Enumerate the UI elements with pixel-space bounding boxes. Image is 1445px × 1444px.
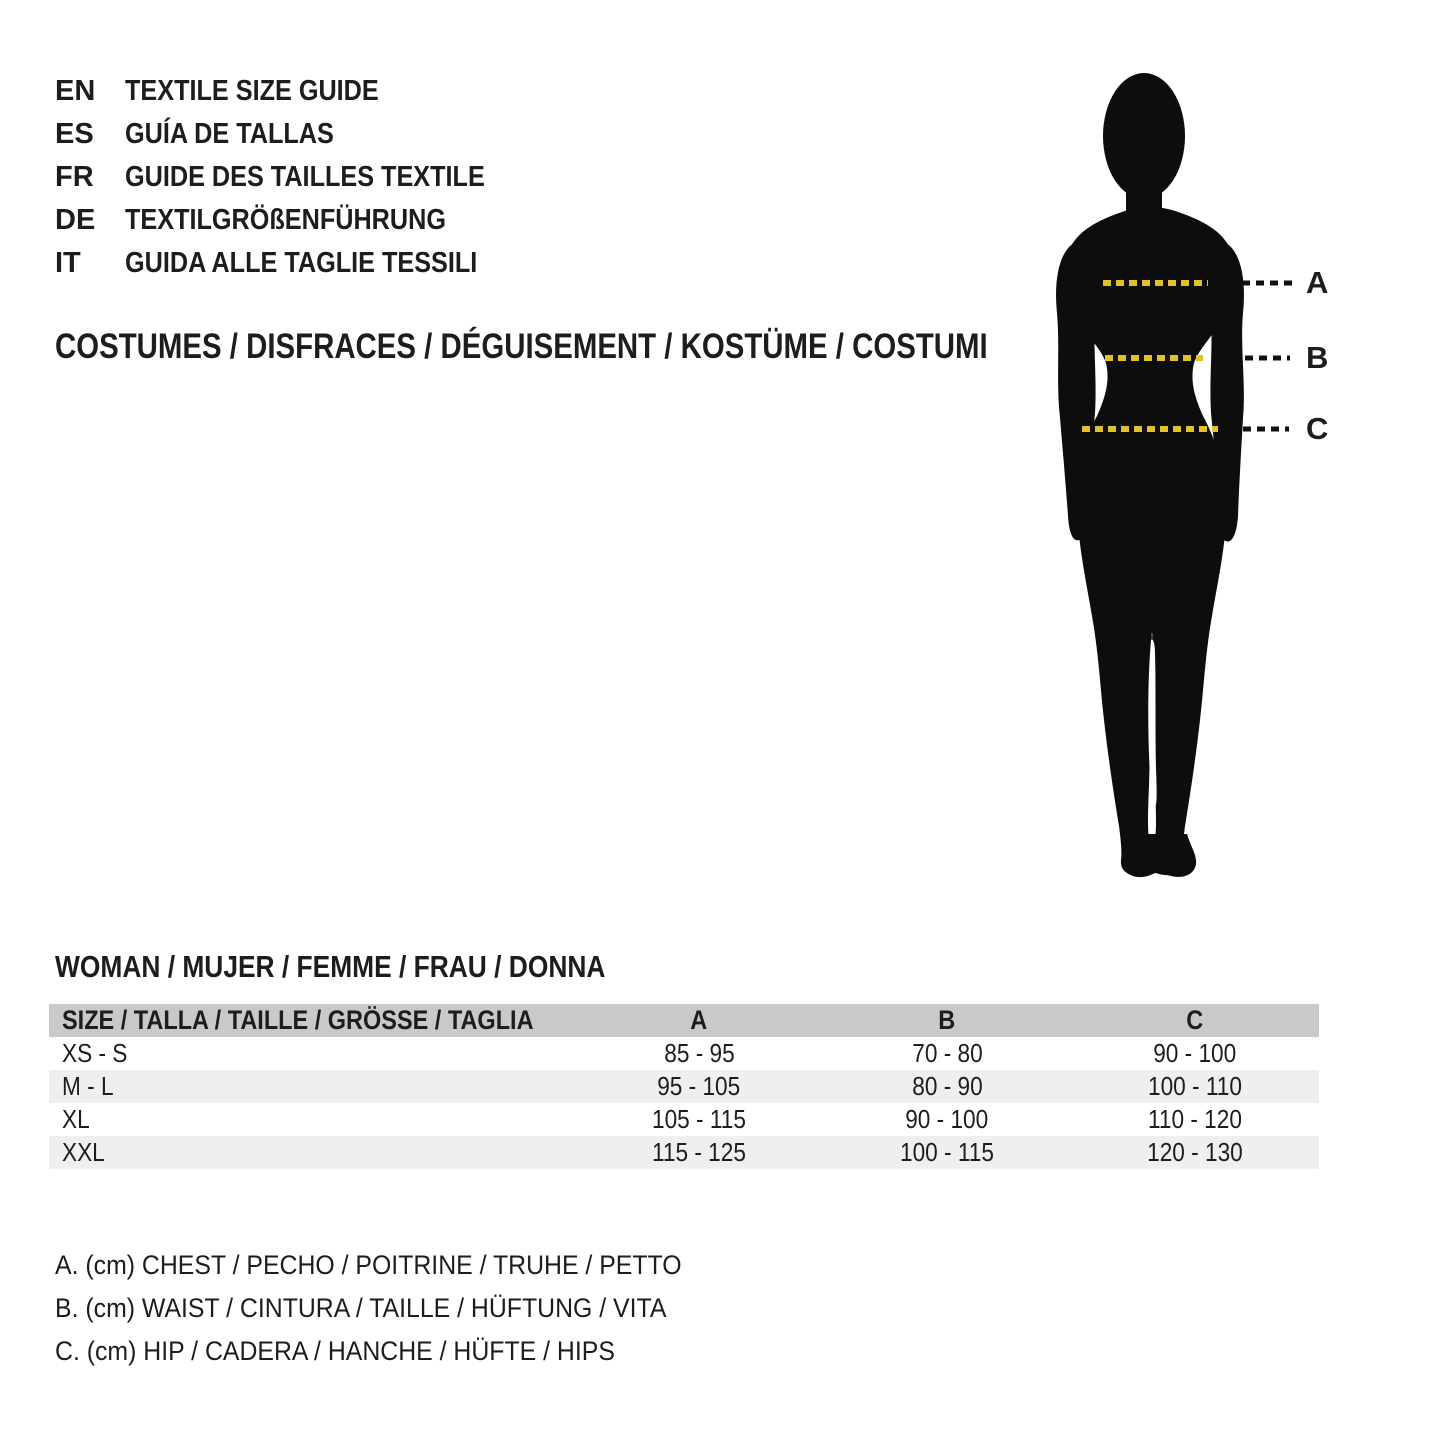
measure-label-c: C [1306, 411, 1329, 446]
lang-row-it [55, 242, 539, 285]
silhouette-left-leg [1076, 495, 1157, 875]
value-cell-c: 110 - 120 [1148, 1104, 1242, 1134]
table-row-xl [49, 1103, 1319, 1136]
woman-silhouette-figure [1000, 58, 1320, 888]
column-header-b: B [938, 1005, 956, 1035]
value-cell-a: 95 - 105 [657, 1071, 741, 1101]
value-cell-a: 115 - 125 [652, 1137, 746, 1167]
lang-row-de [55, 199, 539, 242]
value-cell-b: 70 - 80 [911, 1038, 983, 1068]
section-title-woman: WOMAN / MUJER / FEMME / FRAU / DONNA [55, 949, 606, 984]
measure-label-a: A [1306, 265, 1329, 300]
value-cell-c: 120 - 130 [1147, 1137, 1243, 1167]
measurement-legend [55, 1244, 736, 1373]
silhouette-right-leg [1147, 495, 1228, 875]
size-cell: XS - S [62, 1038, 128, 1068]
value-cell-b: 90 - 100 [905, 1104, 989, 1134]
size-cell: M - L [62, 1071, 114, 1101]
legend-line-hip: C. (cm) HIP / CADERA / HANCHE / HÜFTE / HIPS [55, 1336, 615, 1366]
column-header-a: A [690, 1005, 708, 1035]
lang-label: GUIDE DES TAILLES TEXTILE [125, 161, 485, 193]
value-cell-a: 105 - 115 [652, 1104, 746, 1134]
lang-code: ES [55, 118, 94, 150]
value-cell-c: 90 - 100 [1153, 1038, 1237, 1068]
size-cell: XL [62, 1104, 90, 1134]
lang-code: FR [55, 161, 94, 193]
value-cell-b: 80 - 90 [911, 1071, 983, 1101]
size-header-cell: SIZE / TALLA / TAILLE / GRÖSSE / TAGLIA [62, 1005, 534, 1035]
table-row-xxl [49, 1136, 1319, 1169]
lang-label: TEXTILE SIZE GUIDE [125, 75, 379, 107]
value-cell-a: 85 - 95 [663, 1038, 735, 1068]
size-table [49, 1004, 1383, 1169]
lang-row-fr [55, 156, 539, 199]
language-list [55, 70, 539, 285]
lang-code: DE [55, 204, 96, 236]
table-row-m-l [49, 1070, 1319, 1103]
lang-label: GUIDA ALLE TAGLIE TESSILI [125, 247, 478, 279]
value-cell-c: 100 - 110 [1148, 1071, 1242, 1101]
legend-line-waist: B. (cm) WAIST / CINTURA / TAILLE / HÜFTUNG / VITA [55, 1293, 667, 1323]
lang-code: EN [55, 75, 96, 107]
measure-label-b: B [1306, 340, 1329, 375]
category-title: COSTUMES / DISFRACES / DÉGUISEMENT / KOSTÜME / COSTUMI [55, 327, 988, 366]
silhouette-feet [1122, 834, 1196, 877]
lang-label: GUÍA DE TALLAS [125, 118, 334, 150]
lang-row-en [55, 70, 539, 113]
size-table-header-row [49, 1004, 1319, 1037]
lang-code: IT [55, 247, 81, 279]
value-cell-b: 100 - 115 [900, 1137, 994, 1167]
lang-row-es [55, 113, 539, 156]
legend-line-chest: A. (cm) CHEST / PECHO / POITRINE / TRUHE / PETTO [55, 1250, 682, 1280]
column-header-c: C [1186, 1005, 1204, 1035]
lang-label: TEXTILGRÖßENFÜHRUNG [125, 204, 446, 236]
size-cell: XXL [62, 1137, 105, 1167]
table-row-xs-s [49, 1037, 1319, 1070]
